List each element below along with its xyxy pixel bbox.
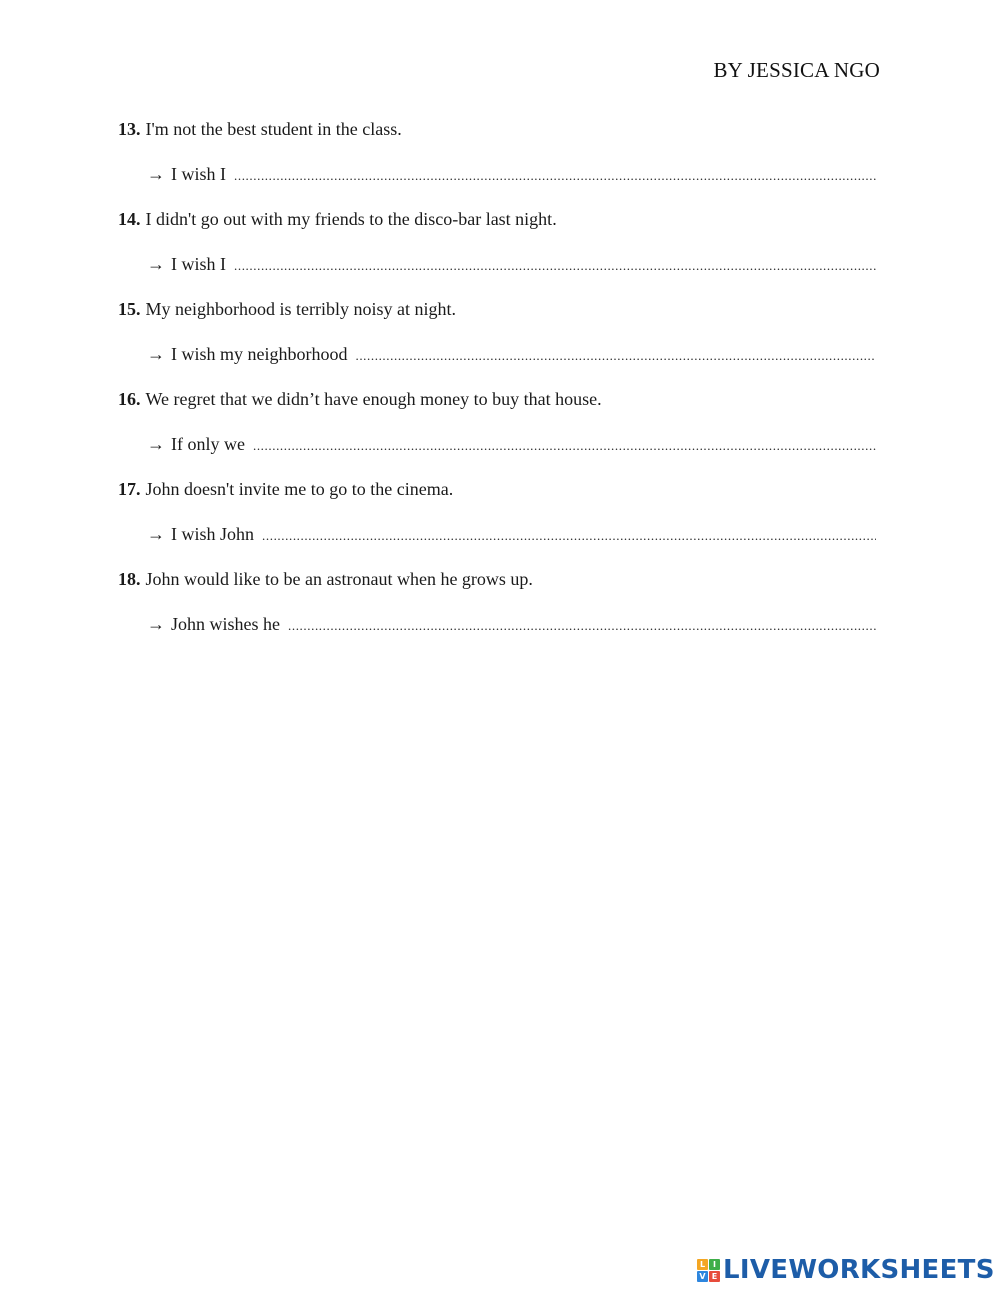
- arrow-icon: →: [147, 434, 165, 454]
- answer-prompt: I wish my neighborhood: [171, 344, 348, 364]
- arrow-icon: →: [147, 614, 165, 634]
- answer-line: [147, 162, 876, 188]
- question: [118, 117, 402, 141]
- liveworksheets-logo: [697, 1257, 995, 1283]
- question: [118, 477, 453, 501]
- question-number: 13.: [118, 119, 141, 139]
- question: [118, 297, 456, 321]
- arrow-icon: →: [147, 344, 165, 364]
- arrow-icon: →: [147, 164, 165, 184]
- answer-line: [147, 342, 876, 368]
- answer-blank[interactable]: [288, 614, 876, 638]
- exercise-item: [118, 297, 876, 387]
- answer-prompt: I wish John: [171, 524, 255, 544]
- answer-line: [147, 522, 876, 548]
- logo-text: LIVEWORKSHEETS: [723, 1255, 995, 1285]
- answer-blank[interactable]: [234, 254, 876, 278]
- answer-prompt: I wish I: [171, 164, 226, 184]
- arrow-icon: →: [147, 524, 165, 544]
- answer-prompt: I wish I: [171, 254, 226, 274]
- logo-mark-letter: E: [709, 1271, 720, 1282]
- question-sentence: We regret that we didn’t have enough money to buy that house.: [145, 389, 602, 409]
- answer-blank[interactable]: [253, 434, 876, 458]
- author-credit: BY JESSICA NGO: [713, 58, 880, 82]
- exercise-item: [118, 567, 876, 657]
- answer-line: [147, 432, 876, 458]
- exercise-list: [118, 117, 876, 657]
- logo-mark-letter: L: [697, 1259, 708, 1270]
- answer-blank[interactable]: [262, 524, 876, 548]
- logo-mark-letter: I: [709, 1259, 720, 1270]
- question-number: 15.: [118, 299, 141, 319]
- exercise-item: [118, 477, 876, 567]
- exercise-item: [118, 207, 876, 297]
- answer-prompt: John wishes he: [171, 614, 280, 634]
- question-sentence: I didn't go out with my friends to the disco-bar last night.: [145, 209, 557, 229]
- question: [118, 387, 602, 411]
- question-number: 16.: [118, 389, 141, 409]
- answer-blank[interactable]: [234, 164, 876, 188]
- question-number: 14.: [118, 209, 141, 229]
- arrow-icon: →: [147, 254, 165, 274]
- exercise-item: [118, 117, 876, 207]
- question: [118, 207, 557, 231]
- answer-line: [147, 612, 876, 638]
- question-sentence: My neighborhood is terribly noisy at night.: [145, 299, 456, 319]
- question-sentence: John would like to be an astronaut when he grows up.: [145, 569, 533, 589]
- answer-blank[interactable]: [355, 344, 876, 368]
- answer-prompt: If only we: [171, 434, 245, 454]
- logo-mark-letter: V: [697, 1271, 708, 1282]
- answer-line: [147, 252, 876, 278]
- question-number: 18.: [118, 569, 141, 589]
- question-sentence: I'm not the best student in the class.: [145, 119, 402, 139]
- exercise-item: [118, 387, 876, 477]
- logo-mark-icon: [697, 1259, 720, 1282]
- question: [118, 567, 533, 591]
- question-number: 17.: [118, 479, 141, 499]
- question-sentence: John doesn't invite me to go to the cinema.: [145, 479, 454, 499]
